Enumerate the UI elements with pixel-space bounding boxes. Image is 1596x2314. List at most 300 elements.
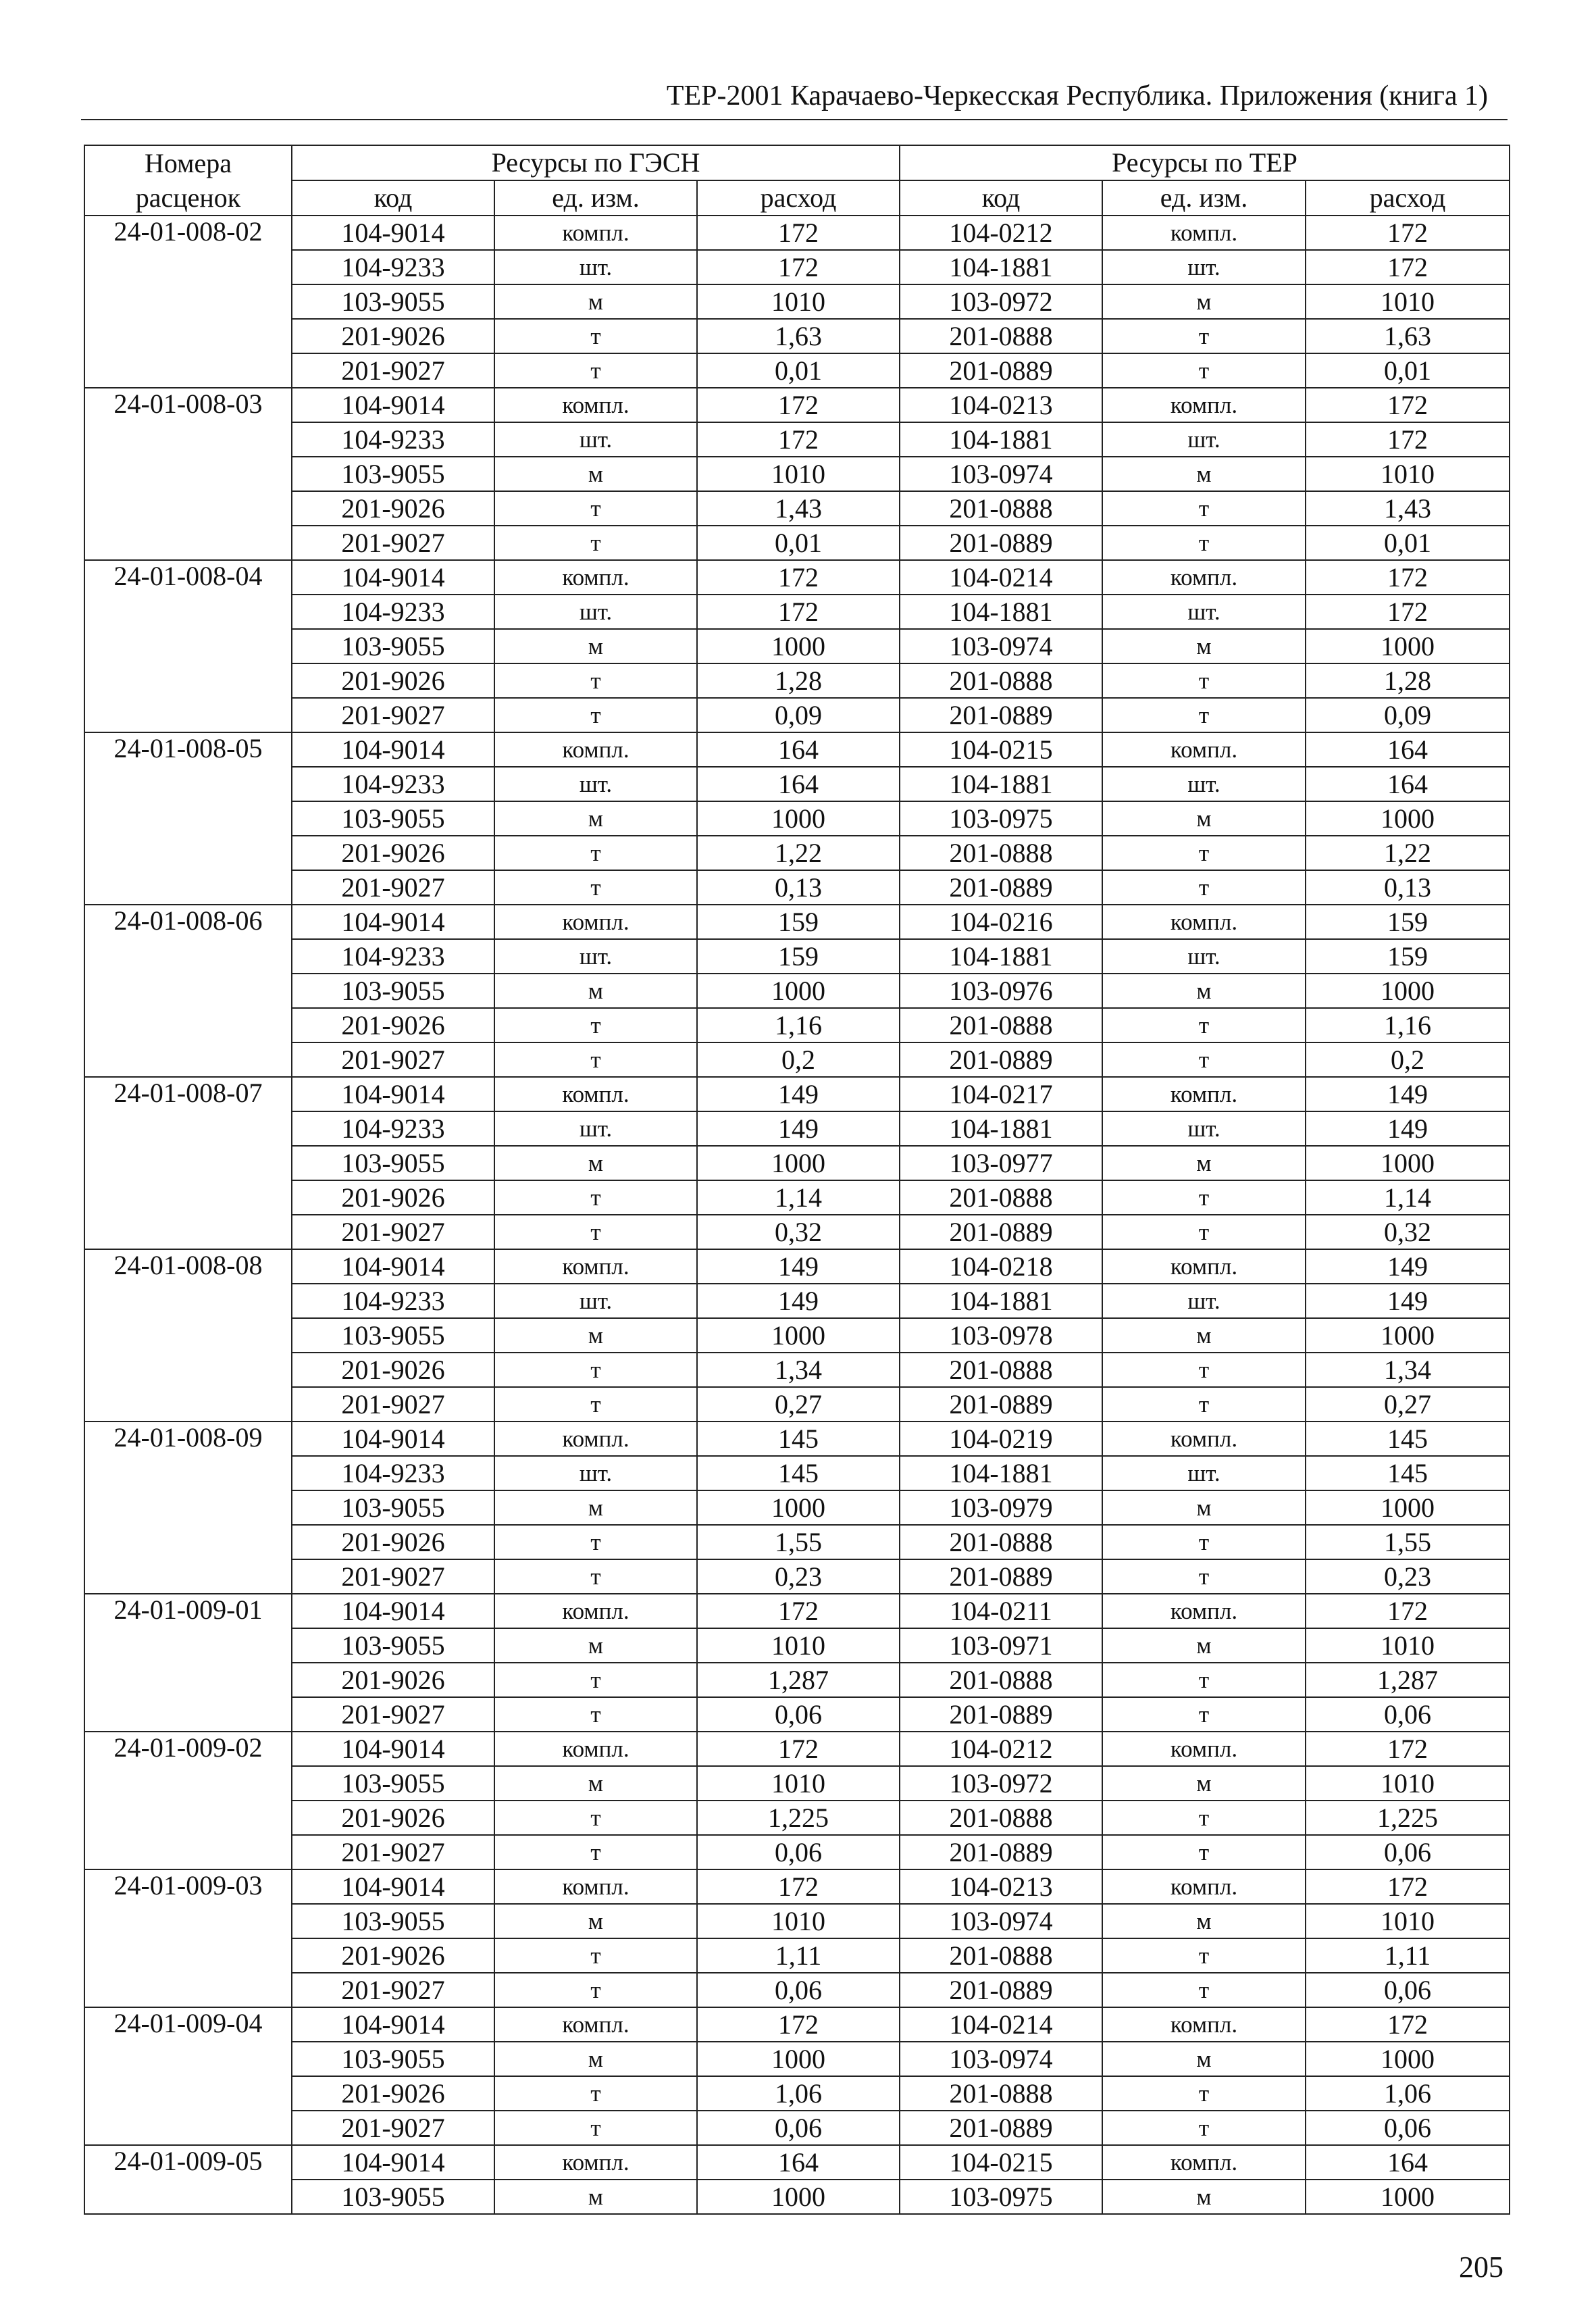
ter-code-cell: 201-0889 [900,1973,1102,2007]
table-row [84,491,1510,526]
gesn-unit-cell: т [494,836,697,870]
ter-unit-cell: т [1102,836,1306,870]
ter-code-cell: 104-1881 [900,422,1102,457]
gesn-code-cell: 104-9014 [292,1594,494,1628]
table-row [84,1559,1510,1594]
ter-qty-cell: 1010 [1306,284,1510,319]
table-row [84,698,1510,732]
gesn-code-cell: 201-9026 [292,663,494,698]
table-row [84,1628,1510,1663]
ter-unit-cell: шт. [1102,1284,1306,1318]
rate-number-cell: 24-01-008-07 [84,1077,292,1249]
ter-unit-cell: м [1102,974,1306,1008]
table-row [84,663,1510,698]
ter-qty-cell: 1,16 [1306,1008,1510,1042]
ter-unit-cell: т [1102,2111,1306,2145]
gesn-unit-cell: шт. [494,595,697,629]
gesn-unit-cell: т [494,1387,697,1422]
ter-code-cell: 103-0978 [900,1318,1102,1353]
gesn-code-cell: 103-9055 [292,629,494,663]
ter-unit-cell: м [1102,1146,1306,1180]
gesn-unit-cell: т [494,526,697,560]
gesn-code-cell: 104-9014 [292,388,494,422]
ter-code-cell: 103-0975 [900,801,1102,836]
ter-code-cell: 201-0888 [900,1180,1102,1215]
col-rate-header-bottom: расценок [84,180,292,216]
gesn-unit-cell: т [494,1180,697,1215]
ter-unit-cell: компл. [1102,1077,1306,1111]
gesn-qty-cell: 1010 [697,1766,900,1801]
ter-qty-cell: 1,28 [1306,663,1510,698]
gesn-qty-cell: 149 [697,1284,900,1318]
col-header-ter-unit: ед. изм. [1102,180,1306,216]
ter-code-cell: 201-0889 [900,870,1102,905]
gesn-code-cell: 104-9014 [292,1422,494,1456]
gesn-code-cell: 201-9026 [292,1801,494,1835]
table-row [84,595,1510,629]
ter-qty-cell: 172 [1306,595,1510,629]
table-row [84,216,1510,250]
ter-code-cell: 104-1881 [900,767,1102,801]
group-header-gesn: Ресурсы по ГЭСН [292,145,900,180]
table-row [84,1869,1510,1904]
ter-code-cell: 201-0888 [900,1663,1102,1697]
table-row [84,1284,1510,1318]
ter-code-cell: 104-0212 [900,1732,1102,1766]
gesn-code-cell: 201-9027 [292,698,494,732]
gesn-code-cell: 104-9233 [292,422,494,457]
gesn-code-cell: 104-9014 [292,732,494,767]
table-row [84,836,1510,870]
gesn-qty-cell: 1000 [697,629,900,663]
gesn-qty-cell: 1000 [697,801,900,836]
ter-unit-cell: т [1102,1387,1306,1422]
gesn-unit-cell: т [494,698,697,732]
ter-qty-cell: 1010 [1306,1766,1510,1801]
gesn-unit-cell: м [494,284,697,319]
table-row [84,526,1510,560]
ter-unit-cell: т [1102,1559,1306,1594]
ter-unit-cell: м [1102,1766,1306,1801]
gesn-qty-cell: 0,01 [697,526,900,560]
table-row [84,801,1510,836]
ter-unit-cell: т [1102,1697,1306,1732]
gesn-qty-cell: 172 [697,216,900,250]
ter-code-cell: 103-0974 [900,1904,1102,1938]
ter-code-cell: 103-0975 [900,2180,1102,2214]
ter-unit-cell: компл. [1102,1732,1306,1766]
gesn-qty-cell: 149 [697,1111,900,1146]
table-row [84,2007,1510,2042]
gesn-unit-cell: т [494,319,697,353]
ter-code-cell: 201-0888 [900,1801,1102,1835]
ter-qty-cell: 1000 [1306,629,1510,663]
ter-code-cell: 104-0215 [900,2145,1102,2180]
ter-code-cell: 201-0889 [900,1042,1102,1077]
gesn-unit-cell: т [494,870,697,905]
table-row [84,1594,1510,1628]
gesn-unit-cell: шт. [494,767,697,801]
gesn-qty-cell: 0,01 [697,353,900,388]
table-row [84,1215,1510,1249]
ter-unit-cell: компл. [1102,1422,1306,1456]
ter-qty-cell: 1000 [1306,2042,1510,2076]
ter-code-cell: 104-0213 [900,1869,1102,1904]
gesn-unit-cell: м [494,974,697,1008]
ter-qty-cell: 0,01 [1306,526,1510,560]
gesn-unit-cell: м [494,2180,697,2214]
ter-qty-cell: 1,55 [1306,1525,1510,1559]
gesn-qty-cell: 0,06 [697,2111,900,2145]
gesn-code-cell: 104-9014 [292,1732,494,1766]
gesn-qty-cell: 172 [697,250,900,284]
gesn-code-cell: 201-9027 [292,1215,494,1249]
gesn-qty-cell: 0,06 [697,1697,900,1732]
gesn-qty-cell: 1,43 [697,491,900,526]
table-row [84,1835,1510,1869]
table-row [84,1456,1510,1490]
ter-unit-cell: шт. [1102,1456,1306,1490]
gesn-qty-cell: 172 [697,1594,900,1628]
ter-unit-cell: м [1102,284,1306,319]
rate-number-cell: 24-01-009-04 [84,2007,292,2145]
gesn-code-cell: 201-9026 [292,319,494,353]
gesn-unit-cell: т [494,1697,697,1732]
gesn-code-cell: 104-9233 [292,1111,494,1146]
ter-qty-cell: 164 [1306,2145,1510,2180]
ter-code-cell: 104-1881 [900,595,1102,629]
gesn-code-cell: 104-9233 [292,250,494,284]
table-row [84,353,1510,388]
ter-code-cell: 103-0972 [900,284,1102,319]
ter-qty-cell: 172 [1306,2007,1510,2042]
ter-code-cell: 201-0888 [900,1938,1102,1973]
ter-qty-cell: 1000 [1306,1490,1510,1525]
gesn-code-cell: 201-9026 [292,1008,494,1042]
ter-code-cell: 103-0977 [900,1146,1102,1180]
gesn-unit-cell: компл. [494,1422,697,1456]
table-row [84,560,1510,595]
table-body [84,216,1510,2214]
col-header-ter-qty: расход [1306,180,1510,216]
gesn-qty-cell: 1,22 [697,836,900,870]
ter-qty-cell: 1000 [1306,801,1510,836]
ter-unit-cell: т [1102,1008,1306,1042]
ter-qty-cell: 1,34 [1306,1353,1510,1387]
table-row [84,1111,1510,1146]
ter-unit-cell: т [1102,1801,1306,1835]
gesn-unit-cell: компл. [494,1594,697,1628]
ter-unit-cell: т [1102,1973,1306,2007]
table-row [84,1766,1510,1801]
resources-table-container [84,145,1509,2215]
ter-qty-cell: 149 [1306,1111,1510,1146]
gesn-code-cell: 201-9026 [292,1938,494,1973]
gesn-unit-cell: т [494,1801,697,1835]
ter-code-cell: 104-0214 [900,2007,1102,2042]
ter-qty-cell: 0,06 [1306,1697,1510,1732]
ter-unit-cell: м [1102,629,1306,663]
ter-unit-cell: м [1102,457,1306,491]
table-row [84,732,1510,767]
gesn-qty-cell: 1010 [697,1904,900,1938]
group-header-ter: Ресурсы по ТЕР [900,145,1510,180]
ter-qty-cell: 1,22 [1306,836,1510,870]
gesn-code-cell: 201-9026 [292,836,494,870]
gesn-unit-cell: м [494,801,697,836]
gesn-unit-cell: т [494,1525,697,1559]
gesn-unit-cell: т [494,1008,697,1042]
ter-qty-cell: 149 [1306,1077,1510,1111]
ter-code-cell: 103-0971 [900,1628,1102,1663]
ter-unit-cell: компл. [1102,216,1306,250]
table-row [84,1697,1510,1732]
table-row [84,1490,1510,1525]
ter-unit-cell: т [1102,1215,1306,1249]
col-rate-header-top: Номера [84,145,292,180]
gesn-code-cell: 104-9233 [292,1284,494,1318]
ter-unit-cell: т [1102,1938,1306,1973]
table-row [84,1663,1510,1697]
ter-code-cell: 104-0212 [900,216,1102,250]
ter-qty-cell: 149 [1306,1249,1510,1284]
gesn-unit-cell: т [494,1215,697,1249]
gesn-unit-cell: т [494,353,697,388]
gesn-code-cell: 103-9055 [292,1318,494,1353]
table-row [84,2111,1510,2145]
gesn-qty-cell: 145 [697,1422,900,1456]
gesn-code-cell: 104-9014 [292,1077,494,1111]
gesn-qty-cell: 1,06 [697,2076,900,2111]
gesn-code-cell: 103-9055 [292,1766,494,1801]
gesn-code-cell: 201-9026 [292,1525,494,1559]
ter-qty-cell: 172 [1306,250,1510,284]
gesn-code-cell: 104-9014 [292,1869,494,1904]
gesn-qty-cell: 172 [697,1869,900,1904]
ter-code-cell: 201-0888 [900,1525,1102,1559]
ter-unit-cell: компл. [1102,560,1306,595]
ter-unit-cell: т [1102,663,1306,698]
ter-unit-cell: компл. [1102,388,1306,422]
gesn-unit-cell: т [494,491,697,526]
table-row [84,1732,1510,1766]
gesn-qty-cell: 1,14 [697,1180,900,1215]
gesn-code-cell: 201-9026 [292,1663,494,1697]
gesn-qty-cell: 1000 [697,2180,900,2214]
table-row [84,2180,1510,2214]
ter-code-cell: 201-0889 [900,526,1102,560]
ter-qty-cell: 159 [1306,939,1510,974]
gesn-unit-cell: м [494,1318,697,1353]
ter-code-cell: 103-0974 [900,457,1102,491]
ter-code-cell: 104-0218 [900,1249,1102,1284]
ter-qty-cell: 0,09 [1306,698,1510,732]
gesn-unit-cell: т [494,1353,697,1387]
gesn-qty-cell: 164 [697,2145,900,2180]
gesn-unit-cell: компл. [494,1732,697,1766]
table-row [84,457,1510,491]
ter-code-cell: 201-0889 [900,1697,1102,1732]
ter-code-cell: 201-0889 [900,1387,1102,1422]
ter-qty-cell: 0,06 [1306,2111,1510,2145]
gesn-qty-cell: 172 [697,560,900,595]
gesn-code-cell: 103-9055 [292,457,494,491]
gesn-code-cell: 104-9233 [292,767,494,801]
ter-qty-cell: 172 [1306,216,1510,250]
table-row [84,250,1510,284]
ter-unit-cell: т [1102,1180,1306,1215]
ter-qty-cell: 1000 [1306,2180,1510,2214]
ter-code-cell: 201-0889 [900,2111,1102,2145]
table-row [84,1180,1510,1215]
ter-unit-cell: т [1102,526,1306,560]
gesn-qty-cell: 145 [697,1456,900,1490]
table-row [84,1077,1510,1111]
rate-number-cell: 24-01-008-08 [84,1249,292,1422]
gesn-unit-cell: шт. [494,422,697,457]
gesn-code-cell: 104-9014 [292,216,494,250]
gesn-qty-cell: 159 [697,939,900,974]
gesn-qty-cell: 172 [697,422,900,457]
ter-code-cell: 201-0888 [900,2076,1102,2111]
header-rule [81,119,1508,120]
ter-qty-cell: 159 [1306,905,1510,939]
ter-qty-cell: 1000 [1306,1146,1510,1180]
rate-number-cell: 24-01-008-09 [84,1422,292,1594]
ter-qty-cell: 1,11 [1306,1938,1510,1973]
gesn-unit-cell: компл. [494,388,697,422]
gesn-qty-cell: 1,287 [697,1663,900,1697]
ter-code-cell: 104-0216 [900,905,1102,939]
ter-qty-cell: 1010 [1306,1628,1510,1663]
ter-qty-cell: 1010 [1306,457,1510,491]
gesn-qty-cell: 1000 [697,2042,900,2076]
gesn-code-cell: 103-9055 [292,1904,494,1938]
ter-qty-cell: 1,14 [1306,1180,1510,1215]
gesn-unit-cell: компл. [494,1249,697,1284]
gesn-qty-cell: 0,06 [697,1973,900,2007]
ter-unit-cell: компл. [1102,1594,1306,1628]
ter-unit-cell: м [1102,2042,1306,2076]
gesn-unit-cell: компл. [494,2145,697,2180]
gesn-qty-cell: 0,27 [697,1387,900,1422]
ter-code-cell: 103-0972 [900,1766,1102,1801]
table-row [84,1973,1510,2007]
gesn-code-cell: 104-9014 [292,1249,494,1284]
table-row [84,284,1510,319]
ter-qty-cell: 172 [1306,560,1510,595]
table-row [84,1146,1510,1180]
gesn-code-cell: 103-9055 [292,2180,494,2214]
ter-code-cell: 104-0217 [900,1077,1102,1111]
ter-qty-cell: 172 [1306,1732,1510,1766]
ter-code-cell: 104-1881 [900,250,1102,284]
ter-qty-cell: 172 [1306,1869,1510,1904]
ter-code-cell: 104-0215 [900,732,1102,767]
col-header-gesn-qty: расход [697,180,900,216]
ter-qty-cell: 0,06 [1306,1835,1510,1869]
table-row [84,1801,1510,1835]
ter-code-cell: 104-0211 [900,1594,1102,1628]
gesn-code-cell: 201-9026 [292,2076,494,2111]
rate-number-cell: 24-01-009-02 [84,1732,292,1869]
gesn-code-cell: 201-9027 [292,2111,494,2145]
gesn-qty-cell: 0,13 [697,870,900,905]
ter-unit-cell: т [1102,1353,1306,1387]
ter-code-cell: 104-1881 [900,1111,1102,1146]
gesn-unit-cell: т [494,2076,697,2111]
gesn-code-cell: 104-9014 [292,560,494,595]
ter-code-cell: 201-0888 [900,1353,1102,1387]
gesn-code-cell: 201-9027 [292,1042,494,1077]
gesn-unit-cell: м [494,1628,697,1663]
ter-qty-cell: 0,01 [1306,353,1510,388]
table-row [84,629,1510,663]
ter-code-cell: 103-0974 [900,2042,1102,2076]
gesn-unit-cell: т [494,1559,697,1594]
gesn-qty-cell: 1,225 [697,1801,900,1835]
gesn-code-cell: 104-9014 [292,905,494,939]
table-row [84,1318,1510,1353]
ter-code-cell: 103-0976 [900,974,1102,1008]
gesn-qty-cell: 0,2 [697,1042,900,1077]
ter-qty-cell: 1,287 [1306,1663,1510,1697]
table-row [84,2042,1510,2076]
ter-unit-cell: м [1102,1490,1306,1525]
gesn-qty-cell: 164 [697,732,900,767]
gesn-unit-cell: т [494,1835,697,1869]
rate-number-cell: 24-01-009-03 [84,1869,292,2007]
ter-qty-cell: 0,23 [1306,1559,1510,1594]
gesn-qty-cell: 1000 [697,1490,900,1525]
gesn-code-cell: 104-9014 [292,2007,494,2042]
ter-unit-cell: компл. [1102,905,1306,939]
gesn-qty-cell: 1,28 [697,663,900,698]
ter-unit-cell: т [1102,319,1306,353]
table-row [84,767,1510,801]
ter-unit-cell: м [1102,2180,1306,2214]
ter-unit-cell: т [1102,2076,1306,2111]
ter-qty-cell: 164 [1306,767,1510,801]
table-row [84,319,1510,353]
ter-code-cell: 201-0889 [900,1835,1102,1869]
gesn-qty-cell: 1000 [697,974,900,1008]
table-row [84,974,1510,1008]
ter-unit-cell: т [1102,1663,1306,1697]
rate-number-cell: 24-01-008-02 [84,216,292,388]
gesn-code-cell: 104-9233 [292,939,494,974]
ter-qty-cell: 1,63 [1306,319,1510,353]
gesn-code-cell: 201-9027 [292,526,494,560]
gesn-code-cell: 201-9027 [292,1387,494,1422]
rate-number-cell: 24-01-008-06 [84,905,292,1077]
ter-qty-cell: 145 [1306,1456,1510,1490]
ter-code-cell: 104-1881 [900,1284,1102,1318]
gesn-unit-cell: м [494,1490,697,1525]
ter-code-cell: 201-0888 [900,1008,1102,1042]
gesn-qty-cell: 1010 [697,284,900,319]
ter-qty-cell: 0,27 [1306,1387,1510,1422]
gesn-qty-cell: 172 [697,1732,900,1766]
table-row [84,1525,1510,1559]
ter-unit-cell: компл. [1102,1869,1306,1904]
ter-unit-cell: т [1102,491,1306,526]
ter-qty-cell: 172 [1306,422,1510,457]
gesn-qty-cell: 1000 [697,1318,900,1353]
rate-number-cell: 24-01-009-05 [84,2145,292,2214]
gesn-qty-cell: 1,34 [697,1353,900,1387]
page-header-title: ТЕР-2001 Карачаево-Черкесская Республика. Приложения (книга 1) [666,80,1488,111]
